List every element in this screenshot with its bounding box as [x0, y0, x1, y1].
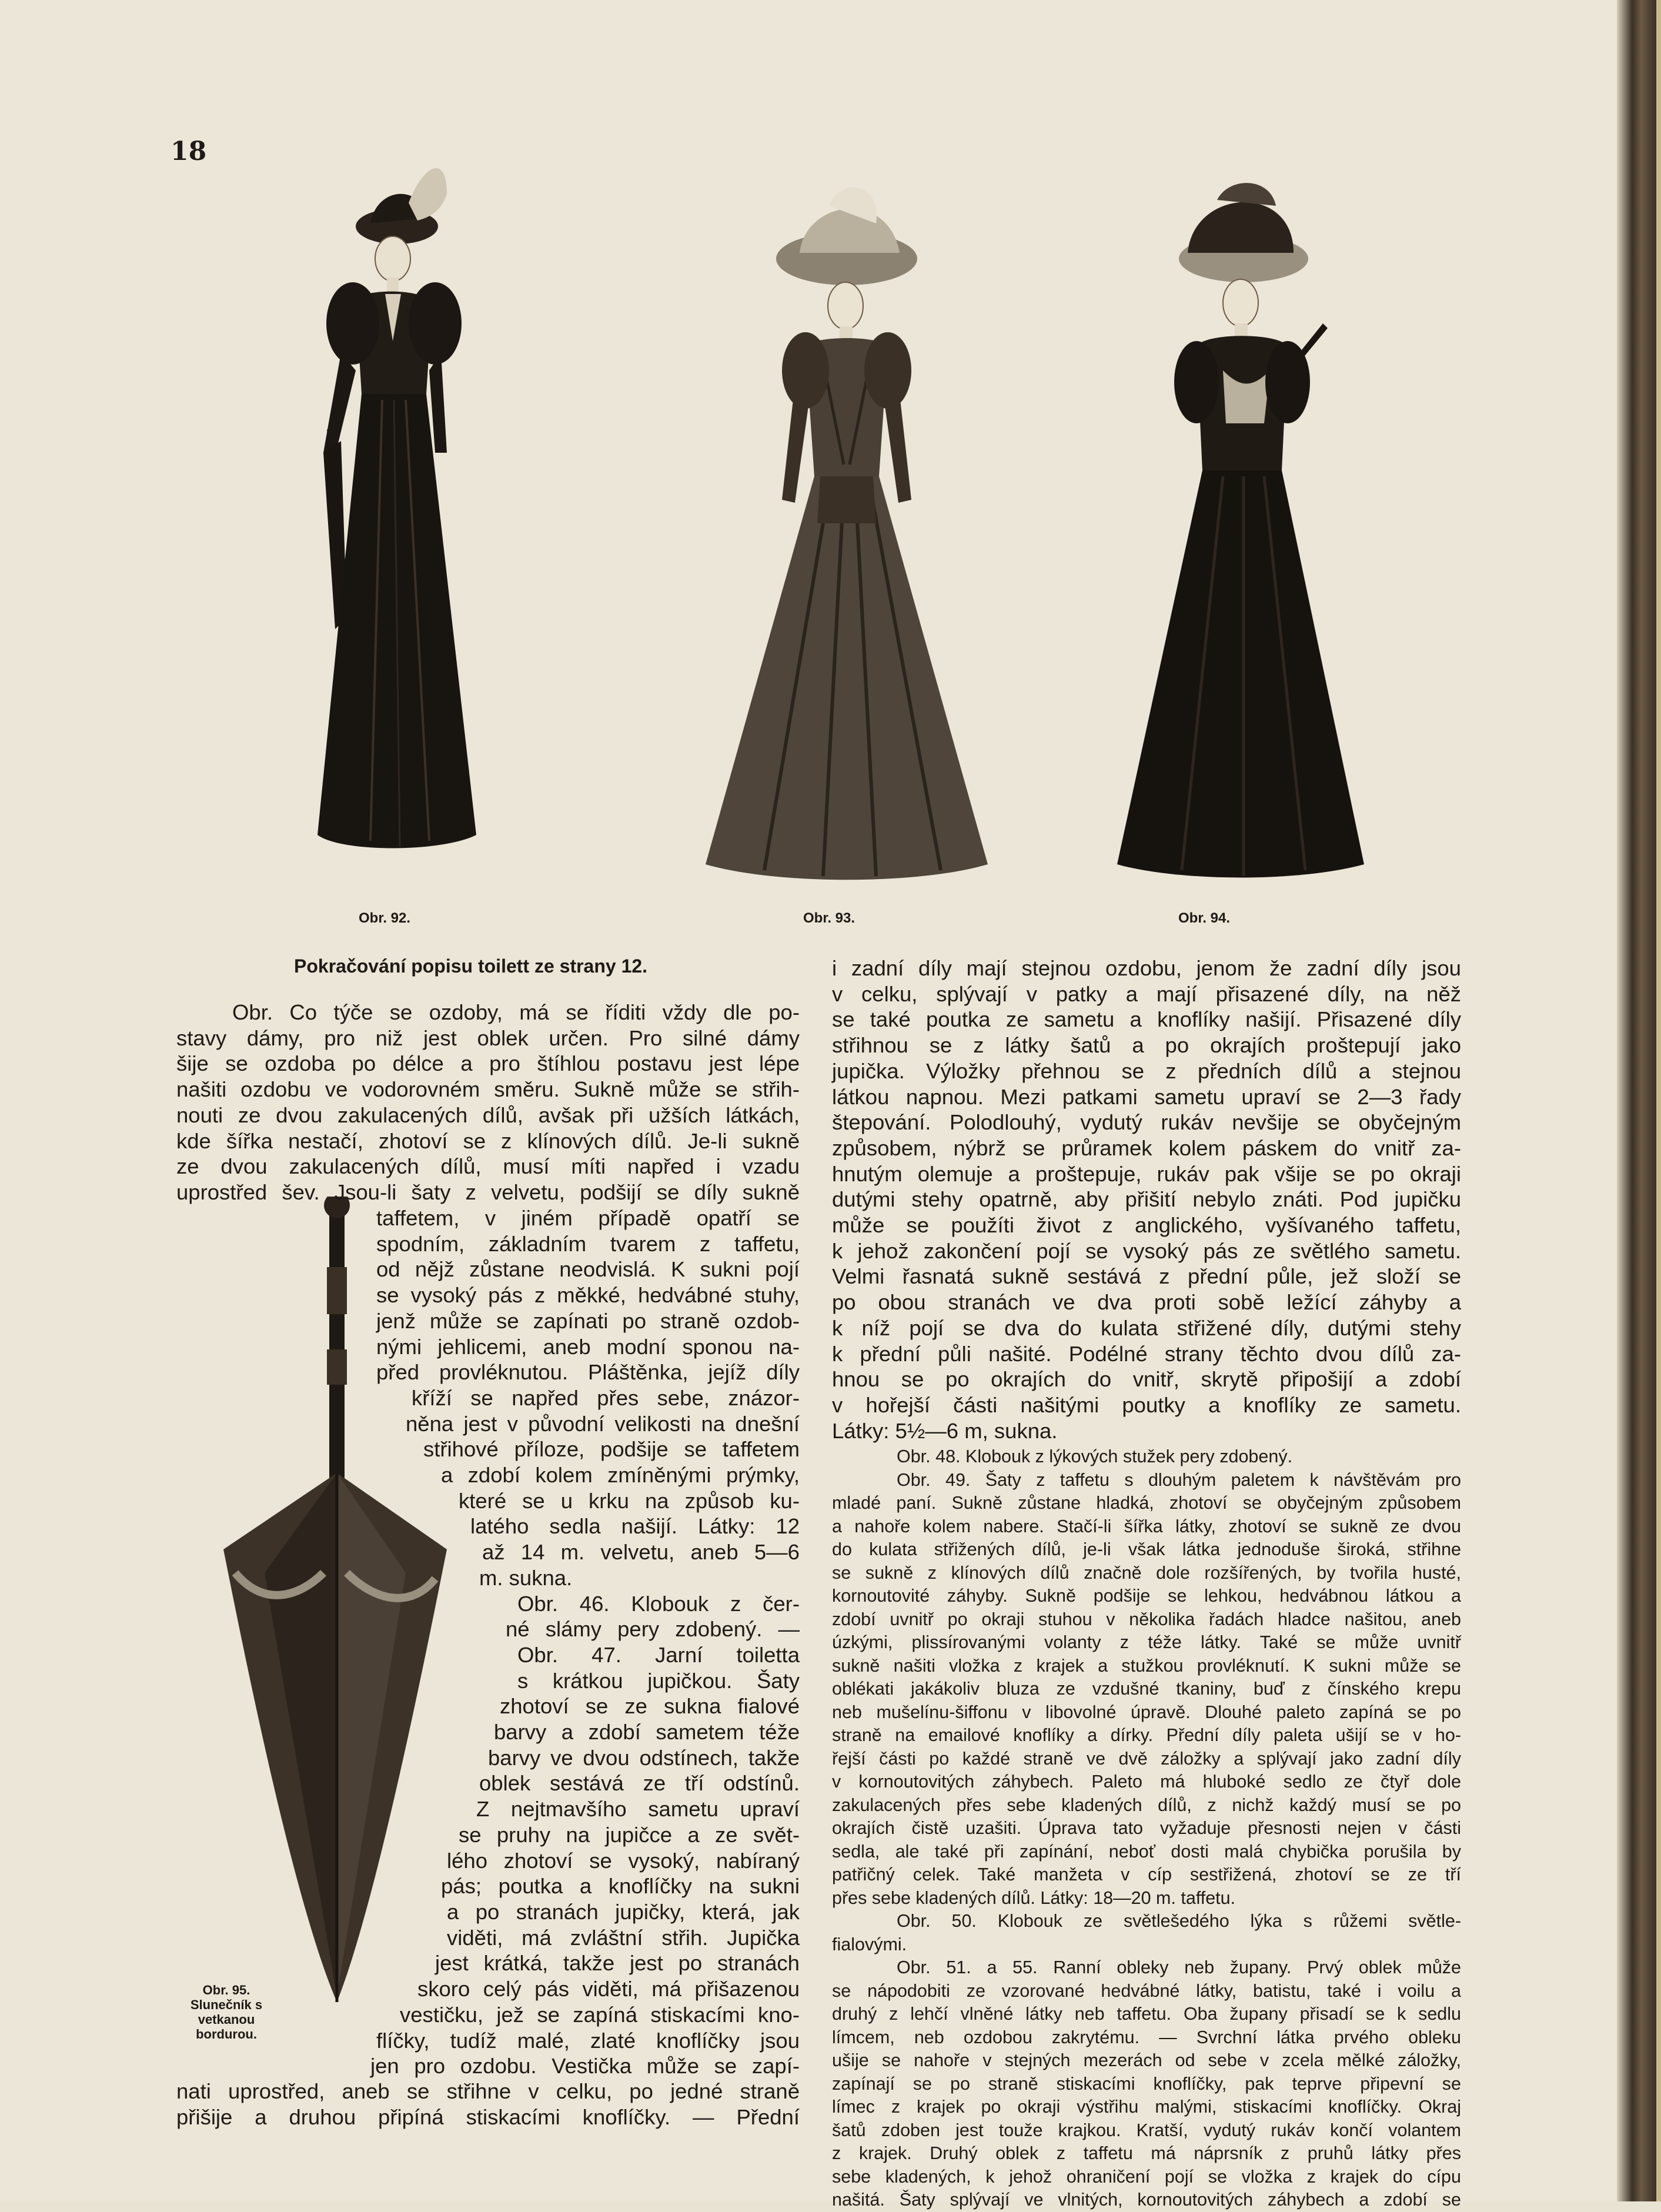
text-line: zdobí uvnitř po okraji stuhou v několika řadách hladce našitou, aneb — [832, 1609, 1461, 1629]
text-line: Obr. Co týče se ozdoby, má se říditi vždy dle po- — [232, 1000, 800, 1024]
text-line: Z nejtmavšího sametu upraví — [476, 1797, 800, 1822]
text-line: nouti ze dvou zakulacených dílů, avšak při užších látkách, — [176, 1102, 800, 1127]
page-edge-strip — [1656, 0, 1661, 2201]
text-line: uprostřed šev. Jsou-li šaty z velvetu, podšijí se díly sukně — [176, 1179, 800, 1204]
text-line: a po stranách jupičky, která, jak — [447, 1899, 800, 1924]
text-line: patřičný celek. Také manžeta v cíp sestřižená, zhotoví se ze tří — [832, 1865, 1461, 1884]
text-line: pás; poutka a knoflíčky na sukni — [441, 1874, 800, 1899]
text-line: a nahoře kolem nabere. Stačí-li šířka látky, zhotoví se sukně ze dvou — [832, 1516, 1461, 1536]
text-line: šije se ozdoba po délce a pro štíhlou postavu jest lépe — [176, 1051, 800, 1076]
text-line: jen pro ozdobu. Vestička může se zapí- — [370, 2054, 800, 2079]
text-line: ze dvou zakulacených dílů, musí míti napřed i vzadu — [176, 1154, 800, 1179]
text-line: se nápodobiti ze vzorované hedvábné látky, batistu, také i voilu a — [832, 1980, 1461, 2001]
figure-caption-95: Obr. 95. Slunečník s vetkanou bordurou. — [190, 1983, 263, 2041]
text-line: kde šířka nestačí, zhotoví se z klínových dílů. Je-li sukně — [176, 1128, 800, 1153]
text-line: límcem, neb ozdobou zakrytému. — Svrchní látka prvého obleku — [832, 2027, 1461, 2047]
text-line: fialovými. — [832, 1934, 907, 1954]
text-line: barvy ve dvou odstínech, takže — [488, 1745, 800, 1770]
text-line: vestičku, jež se zapíná stiskacími kno- — [400, 2002, 800, 2027]
text-line: se také poutka ze sametu a knoflíky našijí. Přisazené díly — [832, 1007, 1461, 1032]
text-line: mladé paní. Sukně zůstane hladká, zhotoví se obyčejným způsobem — [832, 1493, 1461, 1513]
text-line: štepování. Polodlouhý, vydutý rukáv nevšije se obyčejným — [832, 1110, 1461, 1135]
left-column-wrap — [0, 1205, 800, 2079]
text-line: Obr. 49. Šaty z taffetu s dlouhým paletem k návštěvám pro — [897, 1469, 1461, 1490]
text-line: od nějž zůstane neodvislá. K sukni pojí — [376, 1257, 800, 1282]
text-line: jupička. Výložky přehnou se z předních dílů a stejnou — [832, 1058, 1461, 1083]
text-line: zhotoví se ze sukna fialové — [500, 1694, 800, 1719]
text-line: střihnou se z látky šatů a po okrajích proštepují jako — [832, 1033, 1461, 1058]
text-line: barvy a zdobí sametem téže — [494, 1720, 800, 1745]
text-line: Obr. 46. Klobouk z čer- — [517, 1591, 800, 1616]
text-line: Obr. 50. Klobouk ze světlešedého lýka s růžemi světle- — [897, 1911, 1461, 1931]
book-binding-edge — [1617, 0, 1661, 2201]
text-line: zakulacených přes sebe kladených dílů, z nichž každý musí se po — [832, 1795, 1461, 1815]
right-column-main — [832, 955, 1461, 1444]
text-line: i zadní díly mají stejnou ozdobu, jenom že zadní díly jsou — [832, 956, 1461, 980]
text-line: latého sedla našijí. Látky: 12 — [470, 1514, 800, 1539]
text-line: kříží se napřed přes sebe, znázor- — [412, 1385, 800, 1410]
text-line: viděti, má zvláštní střih. Jupička — [447, 1925, 800, 1950]
text-line: Obr. 48. Klobouk z lýkových stužek pery zdobený. — [897, 1446, 1293, 1466]
figure-caption-93: Obr. 93. — [803, 910, 855, 926]
text-line: k přední půli našité. Podélné strany těchto dvou dílů za- — [832, 1341, 1461, 1366]
text-line: po obou stranách ve dva proti sobě ležící záhyby a — [832, 1290, 1461, 1315]
text-line: do kulata střižených dílů, je-li však látka jednoduše široká, střihne — [832, 1539, 1461, 1559]
figure-caption-94: Obr. 94. — [1178, 910, 1231, 926]
text-line: Obr. 47. Jarní toiletta — [517, 1642, 800, 1667]
text-line: sukně našiti vložka z krajek a stužkou provléknutí. K sukni může se — [832, 1655, 1461, 1676]
text-line: k níž pojí se dva do kulata střižené díly, dutými stehy — [832, 1315, 1461, 1340]
text-line: m. sukna. — [479, 1565, 573, 1590]
fashion-illustration-94 — [1099, 176, 1382, 882]
right-column-small — [832, 1445, 1461, 2212]
text-line: a zdobí kolem zmíněnými prýmky, — [441, 1463, 800, 1488]
text-line: k jehož zakončení pojí se vysoký pás ze světlého sametu. — [832, 1238, 1461, 1263]
text-line: v hořejší části našitými poutky a knoflíky ze sametu. — [832, 1392, 1461, 1417]
left-column-bottom — [176, 2079, 800, 2130]
text-line: našiti ozdobu ve vodorovném směru. Sukně může se střih- — [176, 1077, 800, 1102]
text-line: nati uprostřed, aneb se střihne v celku, po jedné straně — [176, 2079, 800, 2103]
text-line: může se použíti život z anglického, vyšívaného taffetu, — [832, 1213, 1461, 1238]
text-line: né slámy pery zdobený. — — [506, 1617, 800, 1642]
text-line: až 14 m. velvetu, aneb 5—6 — [482, 1540, 800, 1565]
text-line: z krajek. Druhý oblek z taffetu má náprsník z pruhů látky přes — [832, 2143, 1461, 2163]
text-line: oblékati jakákoliv bluza ze vzdušné tkaniny, buď z čínského krepu — [832, 1679, 1461, 1699]
text-line: sebe kladených, k jehož ohraničení pojí se vložka z krajek do cípu — [832, 2166, 1461, 2187]
text-line: lého zhotoví se vysoký, nabíraný — [447, 1848, 800, 1873]
text-line: způsobem, nýbrž se průramek kolem páskem do vnitř za- — [832, 1135, 1461, 1160]
left-column-top — [176, 1000, 800, 1205]
text-line: se sukně z klínových dílů značně dole rozšířených, by tvořila husté, — [832, 1562, 1461, 1583]
text-line: jenž může se zapínati po straně ozdob- — [376, 1308, 800, 1333]
text-line: které se u krku na způsob ku- — [459, 1488, 800, 1513]
text-line: něna jest v původní velikosti na dnešní — [406, 1411, 800, 1436]
text-line: šatů zdoben jest touže krajkou. Kratší, vydutý rukáv končí volantem — [832, 2120, 1461, 2140]
text-line: látkou napnou. Mezi patkami sametu upraví se 2—3 řady — [832, 1084, 1461, 1109]
text-line: v kornoutovitých záhybech. Paleto má hluboké sedlo ze čtyř dole — [832, 1772, 1461, 1792]
text-line: neb mušelínu-šiffonu v libovolné úpravě. Dlouhé paleto zapíná se po — [832, 1702, 1461, 1722]
text-line: Velmi řasnatá sukně sestává z přední půle, jež složí se — [832, 1264, 1461, 1289]
section-heading: Pokračování popisu toilett ze strany 12. — [294, 955, 648, 977]
text-line: kornoutovité záhyby. Sukně podšije se lehkou, hedvábnou látkou a — [832, 1586, 1461, 1606]
text-line: v celku, splývají v patky a mají přisazené díly, na něž — [832, 981, 1461, 1006]
text-line: dutými stehy opatrně, aby přišití nebylo znáti. Pod jupičku — [832, 1187, 1461, 1212]
text-line: stavy dámy, pro niž jest oblek určen. Pro silné dámy — [176, 1025, 800, 1050]
text-line: jest krátká, takže jest po stranách — [435, 1951, 800, 1976]
text-line: před provléknutou. Pláštěnka, jejíž díly — [376, 1360, 800, 1385]
fashion-illustration-92 — [253, 147, 500, 876]
text-line: našitá. Šaty splývají ve vlnitých, kornoutovitých záhybech a zdobí se — [832, 2190, 1461, 2210]
text-line: Obr. 51. a 55. Ranní obleky neb župany. Prvý oblek může — [897, 1957, 1461, 1977]
text-line: flíčky, tudíž malé, zlaté knoflíčky jsou — [376, 2028, 800, 2053]
text-line: zapínají se po straně stiskacími knoflíčky, pak teprve připevní se — [832, 2073, 1461, 2094]
text-line: oblek sestává ze tří odstínů. — [479, 1771, 800, 1796]
text-line: límec z krajek po okraji výstřihu malými, stiskacími knoflíčky. Okraj — [832, 2097, 1461, 2117]
figure-caption-92: Obr. 92. — [359, 910, 411, 926]
text-line: úzkými, plissírovanými volanty z téže látky. Také se může uvnitř — [832, 1632, 1461, 1652]
text-line: se pruhy na jupičce a ze svět- — [459, 1822, 800, 1847]
text-line: přišije a druhou připíná stiskacími knoflíčky. — Přední — [176, 2104, 800, 2129]
text-line: hnou se po okrajích do vnitř, skrytě připošijí a zdobí — [832, 1367, 1461, 1392]
text-line: sedla, ale také při zapínání, neboť dosti malá chybička porušila by — [832, 1841, 1461, 1862]
text-line: skoro celý pás viděti, má přišazenou — [417, 1977, 800, 2002]
text-line: ušije se nahoře v stejných mezerách od sebe v zcela mělké záložky, — [832, 2050, 1461, 2070]
text-line: taffetem, v jiném případě opatří se — [376, 1206, 800, 1230]
text-line: hnutým olemuje a proštepuje, rukáv pak všije se po okraji — [832, 1161, 1461, 1186]
text-line: okrajích čistě uzašiti. Úprava tato vyžaduje přesnosti nejen v části — [832, 1818, 1461, 1838]
page-number: 18 — [171, 136, 207, 166]
text-line: střihové příloze, podšije se taffetem — [423, 1437, 800, 1462]
text-line: Látky: 5½—6 m, sukna. — [832, 1418, 1058, 1443]
fashion-illustration-93 — [694, 171, 1000, 882]
text-line: s krátkou jupičkou. Šaty — [517, 1668, 800, 1693]
text-line: přes sebe kladených dílů. Látky: 18—20 m. taffetu. — [832, 1887, 1236, 1908]
text-line: se vysoký pás z měkké, hedvábné stuhy, — [376, 1283, 800, 1308]
text-line: druhý z lehčí vlněné látky neb taffetu. Oba župany přisadí se k sedlu — [832, 2004, 1461, 2024]
text-line: spodním, základním tvarem z taffetu, — [376, 1231, 800, 1256]
text-line: řejší části po každé straně ve dvě záložky a splývají jako zadní díly — [832, 1748, 1461, 1769]
text-line: straně na emailové knoflíky a dírky. Přední díly paleta ušijí se v ho- — [832, 1725, 1461, 1745]
text-line: nými jehlicemi, aneb modní sponou na- — [376, 1334, 800, 1359]
